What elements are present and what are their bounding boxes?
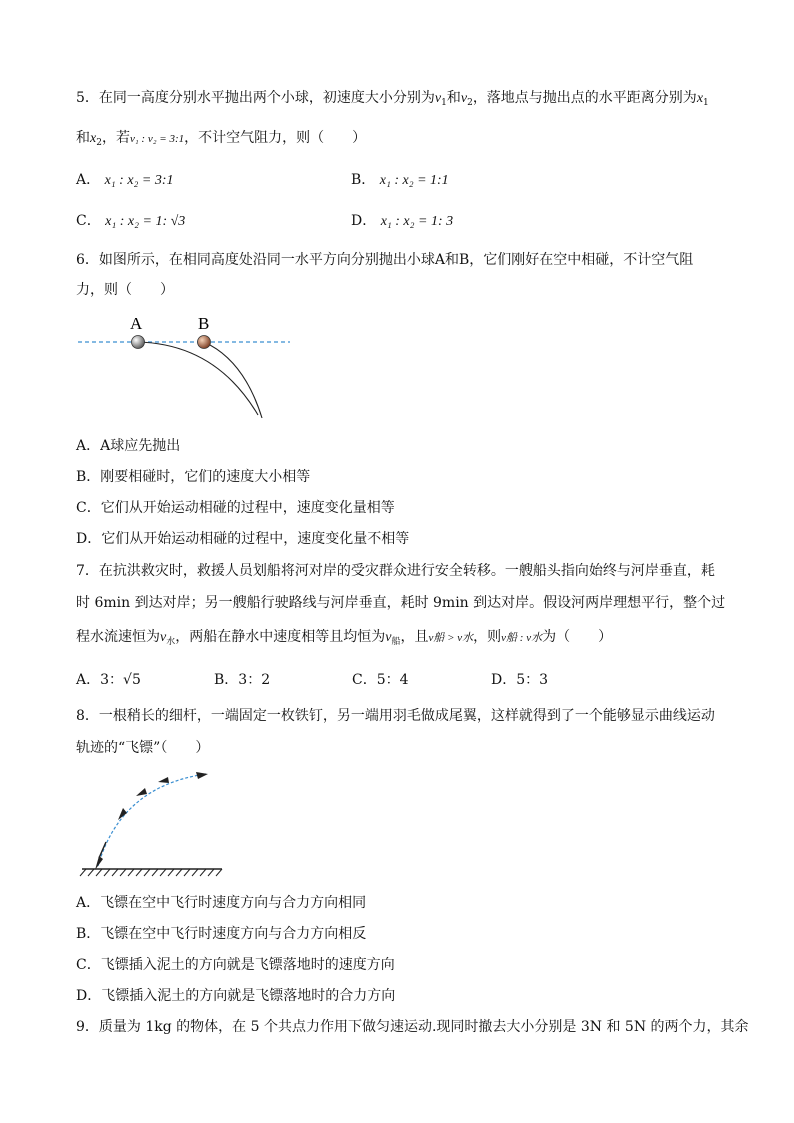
q6-figure	[76, 310, 296, 425]
q5-line-2: 和$x_2$，若v₁ : v₂ = 3:1，不计空气阻力，则（ ）	[76, 130, 367, 148]
q8-line-2: 轨迹的“飞镖”（ ）	[76, 740, 210, 756]
dart-icon-1	[95, 842, 106, 870]
q7-line-1: 7．在抗洪救灾时，救援人员划船将河对岸的受灾群众进行安全转移。一艘船头指向始终与河岸垂直，耗	[76, 563, 715, 579]
q7-line-2: 时 6min 到达对岸；另一艘船行驶路线与河岸垂直，耗时 9min 到达对岸。假设河两岸理想平行，整个过	[76, 595, 726, 611]
q7-option-b: B．3：2	[214, 672, 271, 688]
q5-option-c: C． x₁ : x₂ = 1: √3	[76, 213, 186, 229]
ground-hatching	[80, 869, 222, 876]
ball-b	[198, 336, 211, 349]
q9-line-1: 9．质量为 1kg 的物体，在 5 个共点力作用下做匀速运动.现同时撤去大小分别是 3N 和 5N 的两个力，其余	[76, 1019, 749, 1035]
label-a: A	[130, 314, 143, 333]
q5-option-d: D． x₁ : x₂ = 1: 3	[351, 213, 454, 229]
q6-option-d: D．它们从开始运动相碰的过程中，速度变化量不相等	[76, 531, 410, 547]
q7-option-c: C．5：4	[352, 672, 409, 688]
dart-icon-4	[158, 777, 169, 783]
q6-option-c: C．它们从开始运动相碰的过程中，速度变化量相等	[76, 500, 395, 516]
q5-line-1: 5．在同一高度分别水平抛出两个小球，初速度大小分别为$v_1$和$v_2$，落地点与抛出点的水平距离分别为$x_1$	[76, 90, 709, 108]
q7-option-d: D．5：3	[491, 672, 549, 688]
dart-icon-5	[196, 772, 208, 779]
q5-option-b: B． x₁ : x₂ = 1:1	[351, 172, 449, 188]
q8-option-a: A．飞镖在空中飞行时速度方向与合力方向相同	[76, 895, 367, 911]
trajectory-a	[138, 342, 258, 415]
q5-option-a: A． x₁ : x₂ = 3:1	[76, 172, 174, 188]
q7-line-3: 程水流速恒为$v_水$，两船在静水中速度相等且均恒为$v_船$，且v船 > v水，则v船 : v水为（ ）	[76, 629, 613, 647]
q7-option-a: A．3：√5	[76, 672, 141, 688]
q6-option-b: B．刚要相碰时，它们的速度大小相等	[76, 469, 311, 485]
q8-figure	[76, 766, 236, 881]
q8-line-1: 8．一根稍长的细杆，一端固定一枚铁钉，另一端用羽毛做成尾翼，这样就得到了一个能够显示曲线运动	[76, 708, 715, 724]
ball-a	[132, 336, 145, 349]
dart-trajectory	[98, 774, 206, 866]
q8-option-b: B．飞镖在空中飞行时速度方向与合力方向相反	[76, 926, 367, 942]
label-b: B	[198, 314, 210, 333]
q6-line-2: 力，则（ ）	[76, 282, 174, 298]
q8-option-c: C．飞镖插入泥土的方向就是飞镖落地时的速度方向	[76, 957, 395, 973]
q6-option-a: A．A球应先抛出	[76, 438, 181, 454]
q8-option-d: D．飞镖插入泥土的方向就是飞镖落地时的合力方向	[76, 988, 396, 1004]
dart-icon-3	[136, 788, 147, 796]
dart-icon-2	[118, 808, 127, 820]
q6-line-1: 6．如图所示，在相同高度处沿同一水平方向分别抛出小球A和B，它们刚好在空中相碰，不计空气阻	[76, 252, 694, 268]
